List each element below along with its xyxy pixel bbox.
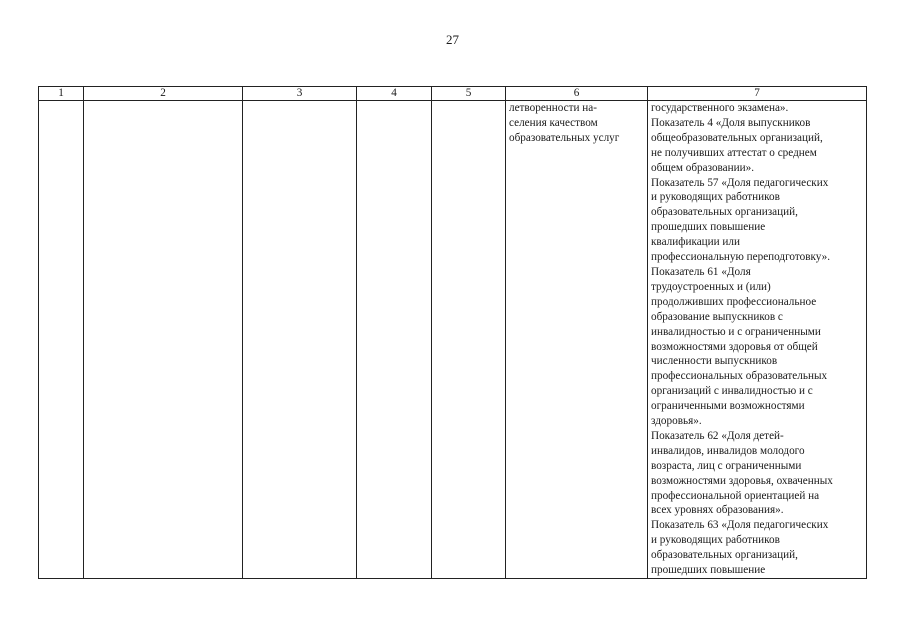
- document-table: [38, 86, 867, 579]
- cell-text-col6: летворенности на- селения качеством образовательных услуг: [509, 102, 620, 144]
- column-header-2: 2: [84, 87, 243, 101]
- table-cell-col6: [506, 101, 648, 579]
- table-cell-col5: [432, 101, 506, 579]
- cell-text-col7: государственного экзамена». Показатель 4 «Доля выпускников общеобразовательных организаций, не получивших аттестат о среднем общем образовании». Показатель 57 «Доля педагогических и руководящих работников образовательных организаций, прошедших повышение квалификации или профессиональную переподготовку». Показатель 61 «Доля трудоустроенных и (или) продолживших профессиональное образование выпускников с инвалидностью и с ограниченными возможностями здоровья от общей численности выпускников профессиональных образовательных организаций с инвалидностью и с ограниченными возможностями здоровья». Показатель 62 «Доля детей- инвалидов, инвалидов молодого возраста, лиц с ограниченными возможностями здоровья, охваченных профессиональной ориентацией на всех уровнях образования». Показатель 63 «Доля педагогических и руководящих работников образовательных организаций, прошедших повышение: [651, 102, 833, 577]
- table-cell-col4: [357, 101, 432, 579]
- table-cell-col2: [84, 101, 243, 579]
- column-header-5: 5: [432, 87, 506, 101]
- column-header-1: 1: [39, 87, 84, 101]
- table-header-row: [39, 87, 867, 101]
- table-cell-col1: [39, 101, 84, 579]
- table-cell-col7: [648, 101, 867, 579]
- table-cell-col3: [243, 101, 357, 579]
- column-header-4: 4: [357, 87, 432, 101]
- column-header-3: 3: [243, 87, 357, 101]
- column-header-7: 7: [648, 87, 867, 101]
- column-header-6: 6: [506, 87, 648, 101]
- page-number: 27: [446, 32, 459, 47]
- table-row: [39, 101, 867, 579]
